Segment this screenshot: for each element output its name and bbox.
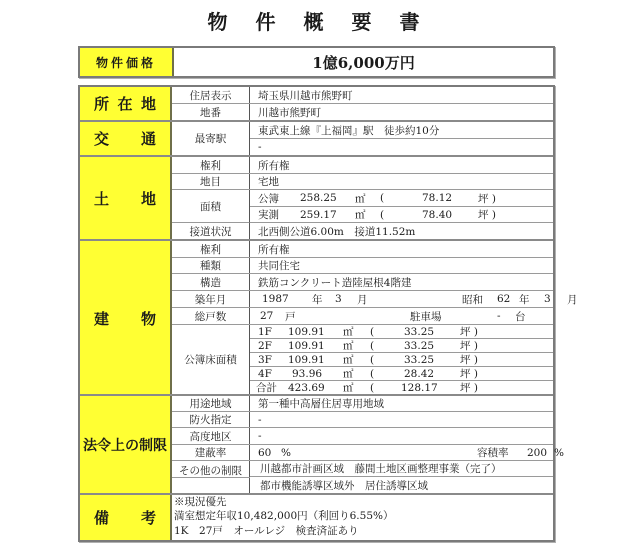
field-value: 川越市熊野町 [258,106,321,119]
area-type: 公簿 [258,192,279,205]
era-name: 昭和 [462,293,483,306]
sqm-unit: ㎡ [343,382,354,394]
tsubo-unit: 坪 ) [460,368,478,380]
field-label: 権利 [172,157,250,173]
row-floor-total [250,381,553,394]
units-count: 27 [260,310,274,322]
built-month: 3 [335,293,342,305]
floor-tsubo: 128.17 [401,381,438,394]
field-label: 権利 [172,241,250,257]
section-transport [80,122,553,157]
field-label-area: 面積 [172,190,250,223]
section-regulations [80,396,564,495]
section-location [80,87,553,122]
remarks-line: ※現況優先 [174,496,227,508]
field-value: 東武東上線『上福岡』駅 徒歩約10分 [258,124,440,137]
tsubo-unit: 坪 ) [460,326,478,338]
document-title: 物件概要書 [207,10,448,34]
paren-open: ( [370,353,375,366]
field-label: 防火指定 [172,412,250,427]
row-area-registered [250,190,553,207]
paren-open: ( [370,381,375,394]
field-value: 埼玉県川越市熊野町 [258,89,353,102]
sqm-unit: ㎡ [355,192,366,205]
field-label: 地番 [172,104,250,120]
row-floor-3f [250,353,553,367]
remarks-line: 1K 27戸 オールレジ 検査済証あり [174,525,359,537]
tsubo-unit: 坪 ) [478,209,496,221]
era-month: 3 [544,293,551,305]
field-value: - [258,413,262,426]
built-year: 1987 [262,293,289,305]
era-year: 62 [497,293,511,305]
row-fire [172,412,553,428]
month-unit: 月 [357,293,368,306]
row-land-category [172,174,553,190]
era-month-unit: 月 [567,293,578,306]
field-label-other: その他の制限 [172,461,250,493]
field-label: 高度地区 [172,428,250,444]
remarks-content [172,495,553,540]
row-structure [172,274,553,291]
field-value: 共同住宅 [258,260,300,272]
coverage-unit: % [281,446,291,459]
floor-tsubo: 33.25 [404,325,435,338]
section-label-location: 所 在 地 [80,87,172,120]
area-sqm: 258.25 [300,192,337,204]
floor-label: 3F [258,353,272,366]
row-station-1 [250,122,553,139]
paren-open: ( [380,192,385,204]
field-value: 第一種中高層住居専用地域 [258,398,384,410]
field-value: - [258,430,262,442]
era-year-unit: 年 [519,293,530,306]
row-other-2 [250,477,553,493]
field-value: 所有権 [258,159,290,172]
field-label-nearest-station: 最寄駅 [172,122,250,155]
paren-open: ( [370,339,375,352]
row-built-date [172,291,578,308]
tsubo-unit: 坪 ) [460,382,478,394]
divider [172,477,250,478]
floor-label: 2F [258,339,272,352]
row-land-rights [172,157,553,174]
row-other-1 [250,461,553,477]
row-lot-number [172,104,553,120]
row-floor-1f [250,325,553,339]
floor-sqm: 109.91 [288,353,325,366]
section-land [80,157,553,241]
field-label: 地目 [172,174,250,189]
area-tsubo: 78.40 [422,208,453,221]
field-value: 川越都市計画区域 藤間土地区画整理事業（完了） [260,463,502,475]
field-label: 種類 [172,258,250,273]
field-label: 住居表示 [172,87,250,103]
tsubo-unit: 坪 ) [460,340,478,352]
sqm-unit: ㎡ [343,354,354,366]
sqm-unit: ㎡ [343,340,354,352]
sqm-unit: ㎡ [355,209,366,221]
sqm-unit: ㎡ [343,326,354,338]
floor-tsubo: 33.25 [404,339,435,352]
sqm-unit: ㎡ [343,368,354,380]
field-value: - [258,141,262,153]
field-value: 所有権 [258,243,290,256]
field-label: 築年月 [172,291,250,307]
section-label-land: 土 地 [80,157,172,239]
row-floor-2f [250,339,553,353]
section-label-building: 建 物 [80,241,172,394]
row-coverage [172,445,564,461]
section-label-remarks: 備 考 [80,495,172,540]
section-remarks [80,495,553,540]
area-tsubo: 78.12 [422,192,453,204]
tsubo-unit: 坪 ) [460,354,478,366]
units-unit: 戸 [285,310,296,323]
tsubo-unit: 坪 ) [478,192,496,205]
parking-unit: 台 [515,310,526,323]
floor-label: 1F [258,325,272,338]
row-building-type [172,258,553,274]
row-address [172,87,553,104]
far-unit: % [554,446,564,459]
row-building-rights [172,241,553,258]
year-unit: 年 [312,293,323,306]
floor-label: 合計 [256,382,277,394]
row-road-access [172,223,553,239]
row-height-district [172,428,553,445]
price-box [78,46,555,78]
paren-open: ( [380,208,385,221]
section-building [80,241,578,396]
far-value: 200 [527,446,548,459]
row-floor-4f [250,367,553,381]
field-value: 宅地 [258,176,279,188]
field-label: 用途地域 [172,396,250,411]
row-zoning [172,396,553,412]
area-sqm: 259.17 [300,208,337,221]
parking-count: - [497,310,501,322]
field-value: 都市機能誘導区域外 居住誘導区域 [260,479,428,492]
floor-sqm: 423.69 [288,381,325,394]
field-label-floor-area: 公簿床面積 [172,325,250,394]
field-label: 接道状況 [172,223,250,239]
row-area-measured [250,207,553,223]
row-units [172,308,553,325]
section-label-regulations: 法令上の制限 [80,396,172,493]
floor-tsubo: 33.25 [404,353,435,366]
field-value: 北西側公道6.00m 接道11.52m [258,225,416,238]
field-label: 建蔽率 [172,445,250,460]
row-station-2 [250,139,553,155]
floor-label: 4F [258,367,272,380]
remarks-line: 満室想定年収10,482,000円（利回り6.55%） [174,510,394,522]
paren-open: ( [370,367,375,380]
coverage-value: 60 [258,446,272,459]
price-value: 1億6,000万円 [312,53,415,72]
floor-sqm: 109.91 [288,325,325,338]
paren-open: ( [370,325,375,338]
section-label-transport: 交 通 [80,122,172,155]
far-label: 容積率 [477,447,509,459]
field-label: 構造 [172,274,250,290]
floor-sqm: 109.91 [288,339,325,352]
area-type: 実測 [258,209,279,221]
floor-tsubo: 28.42 [404,367,435,380]
field-label: 総戸数 [172,308,250,324]
field-value: 鉄筋コンクリート造陸屋根4階建 [258,276,412,289]
price-label: 物件価格 [80,48,174,76]
parking-label: 駐車場 [410,310,442,323]
floor-sqm: 93.96 [292,367,323,380]
property-table [78,85,578,542]
